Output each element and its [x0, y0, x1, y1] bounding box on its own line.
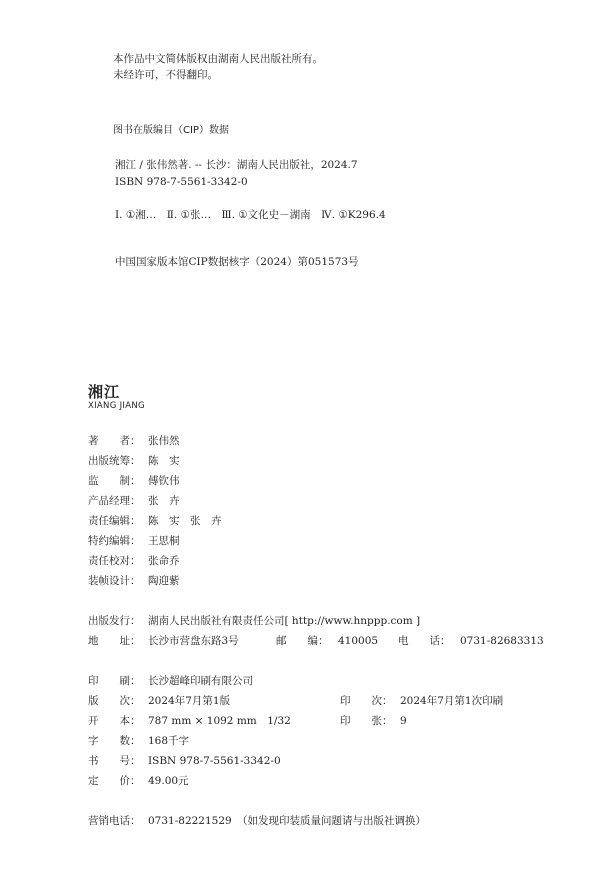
credit-row [88, 454, 180, 468]
zip-value: 410005 [338, 635, 379, 647]
address-row [88, 634, 544, 648]
edition-value: 2024年7月第1版 [148, 695, 231, 707]
isbn-label: 书 号： [88, 755, 141, 767]
address-value: 长沙市营盘东路3号 [148, 635, 239, 647]
book-subtitle: XIANG JIANG [88, 401, 145, 411]
credit-row [88, 494, 180, 508]
print-label: 印 刷： [88, 675, 141, 687]
edition-label: 版 次： [88, 695, 141, 707]
credit-row [88, 554, 180, 568]
format-value: 787 mm × 1092 mm 1/32 [148, 715, 291, 727]
copyright-line-2: 未经许可，不得翻印。 [113, 69, 218, 81]
print-value: 长沙超峰印刷有限公司 [148, 675, 253, 687]
credit-label: 装帧设计： [88, 575, 141, 587]
price-value: 49.00元 [148, 775, 189, 787]
credit-label: 出版统筹： [88, 455, 141, 467]
format-row [88, 714, 568, 728]
credit-label: 特约编辑： [88, 535, 141, 547]
credit-row [88, 534, 180, 548]
credit-value: 陈 实 [148, 455, 180, 467]
words-row [88, 734, 189, 748]
marketing-value: 0731-82221529 （如发现印装质量问题请与出版社调换） [148, 815, 426, 827]
edition-row [88, 694, 568, 708]
print-row [88, 674, 253, 688]
isbn-row [88, 754, 281, 768]
credit-value: 傅钦伟 [148, 475, 180, 487]
zip-label: 邮 编： [276, 635, 329, 647]
price-label: 定 价： [88, 775, 141, 787]
credit-value: 陈 实 张 卉 [148, 515, 222, 527]
credit-value: 张 卉 [148, 495, 180, 507]
credit-label: 著 者： [88, 435, 141, 447]
credit-value: 王思桐 [148, 535, 180, 547]
credit-row [88, 574, 180, 588]
tel-label: 电 话： [398, 635, 451, 647]
sheets-label: 印 张： [340, 715, 393, 727]
cip-classification: Ⅰ. ①湘… Ⅱ. ①张… Ⅲ. ①文化史－湖南 Ⅳ. ①K296.4 [115, 209, 386, 221]
credit-value: 陶迎紫 [148, 575, 180, 587]
credit-value: 张命乔 [148, 555, 180, 567]
words-label: 字 数： [88, 735, 141, 747]
impression-value: 2024年7月第1次印刷 [400, 695, 504, 707]
isbn-value: ISBN 978-7-5561-3342-0 [148, 755, 281, 767]
credit-row [88, 434, 180, 448]
credit-label: 责任校对： [88, 555, 141, 567]
cip-number: 中国国家版本馆CIP数据核字（2024）第051573号 [115, 256, 359, 268]
marketing-row [88, 814, 426, 828]
words-value: 168千字 [148, 735, 190, 747]
credit-label: 产品经理： [88, 495, 141, 507]
credit-row [88, 474, 180, 488]
credit-row [88, 514, 222, 528]
publisher-label: 出版发行： [88, 615, 141, 627]
marketing-label: 营销电话： [88, 815, 141, 827]
publisher-value: 湖南人民出版社有限责任公司[ http://www.hnppp.com ] [148, 615, 421, 627]
tel-value: 0731-82683313 [460, 635, 544, 647]
price-row [88, 774, 189, 788]
copyright-line-1: 本作品中文简体版权由湖南人民出版社所有。 [113, 53, 323, 65]
sheets-value: 9 [400, 715, 407, 727]
credit-label: 责任编辑： [88, 515, 141, 527]
credit-value: 张伟然 [148, 435, 180, 447]
cip-line-1: 湘江 / 张伟然著. -- 长沙：湖南人民出版社，2024.7 [115, 159, 358, 171]
address-label: 地 址： [88, 635, 141, 647]
cip-heading: 图书在版编目（CIP）数据 [113, 125, 229, 136]
publisher-row [88, 614, 420, 628]
impression-label: 印 次： [340, 695, 393, 707]
cip-isbn: ISBN 978-7-5561-3342-0 [115, 176, 248, 188]
credit-label: 监 制： [88, 475, 141, 487]
book-title: 湘江 [88, 383, 121, 401]
format-label: 开 本： [88, 715, 141, 727]
